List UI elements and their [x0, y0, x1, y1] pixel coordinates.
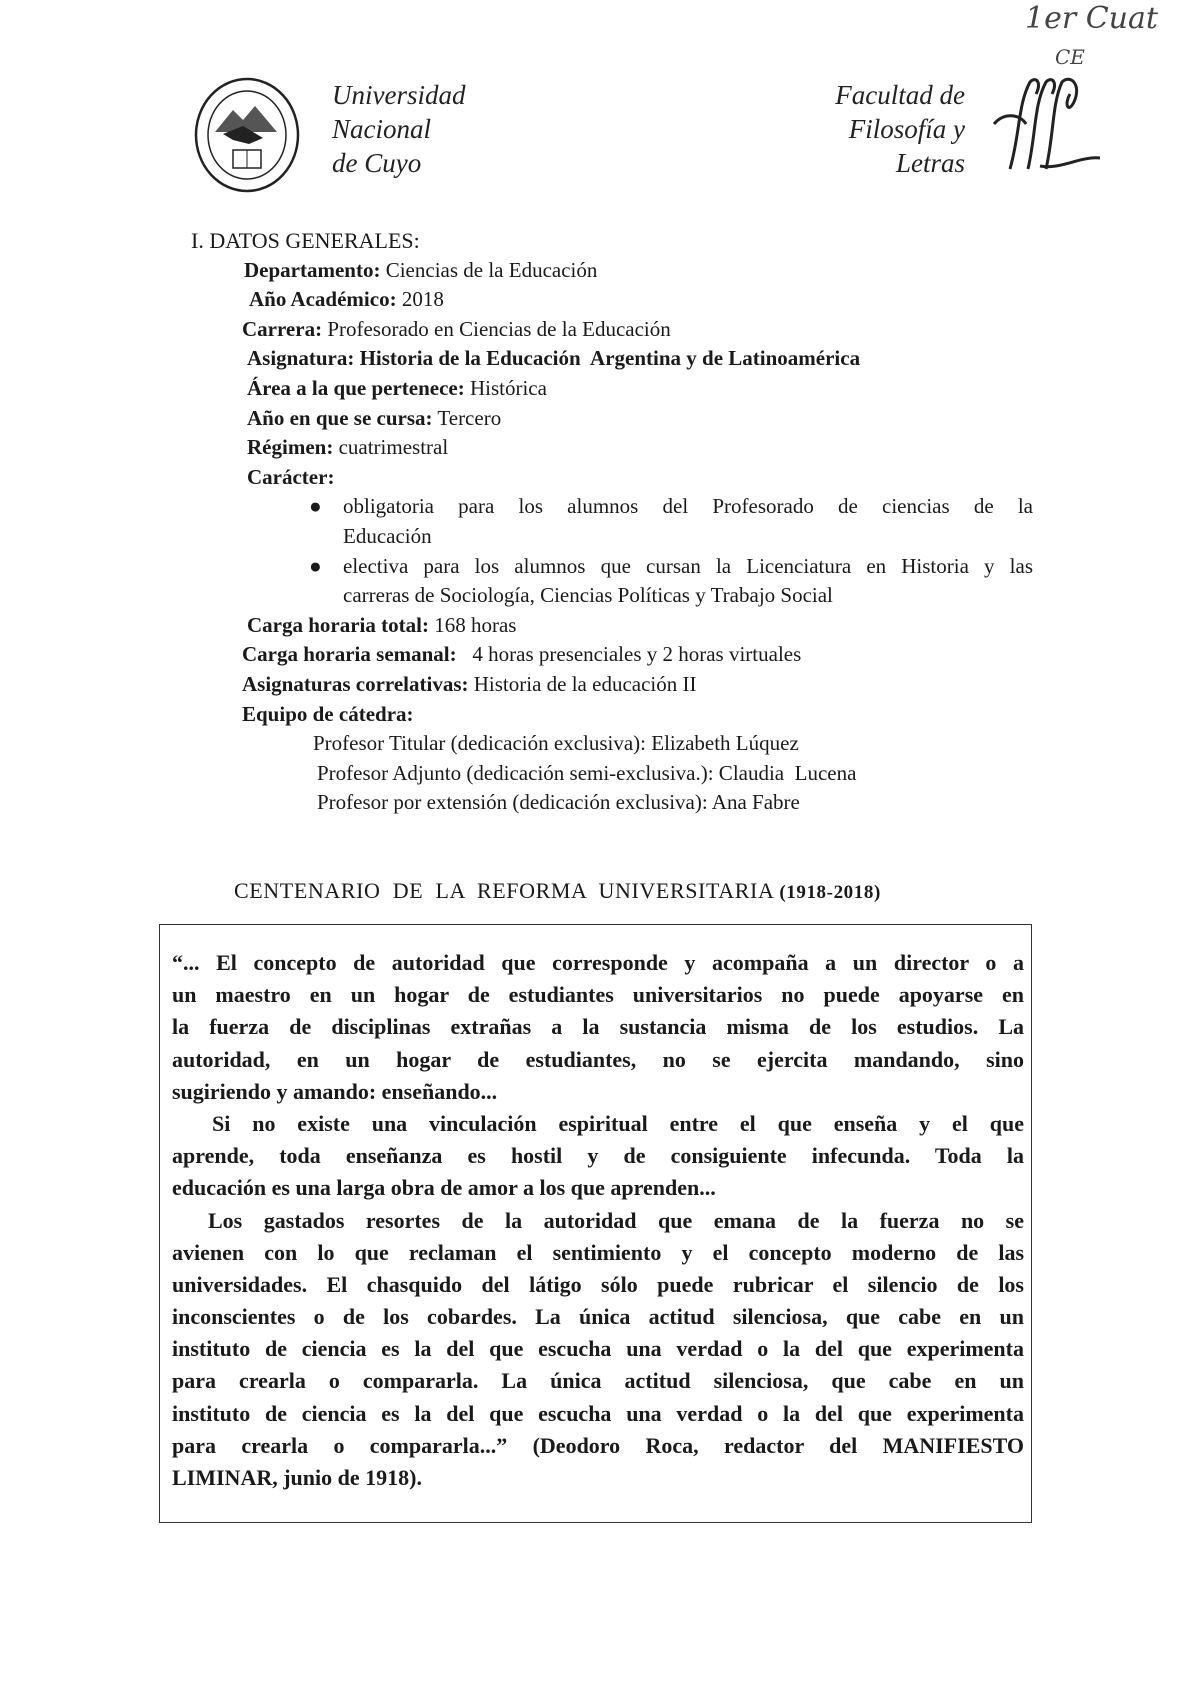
field-value: 2018: [396, 287, 444, 312]
centenario-years: (1918-2018): [779, 882, 881, 903]
university-seal-logo: [193, 76, 301, 194]
equipo-member: Profesor Titular (dedicación exclusiva): Elizabeth Lúquez: [313, 731, 799, 756]
quote-line: aprende, toda enseñanza es hostil y de consiguiente infecunda. Toda la: [172, 1143, 1024, 1169]
field-label: Carga horaria semanal:: [242, 642, 457, 667]
centenario-heading: [234, 878, 881, 904]
field-value: Historia de la educación II: [468, 671, 697, 696]
caracter-item: [309, 552, 1033, 582]
university-name-line: Universidad: [332, 80, 466, 110]
quote-box: [159, 924, 1032, 1523]
manifiesto-quote: [172, 947, 1024, 1494]
field-label: Año en que se cursa:: [247, 405, 433, 430]
field-label: Año Académico:: [249, 287, 397, 312]
quote-line: la fuerza de disciplinas extrañas a la sustancia misma de los estudios. La: [172, 1014, 1024, 1040]
field-anio-cursa: [247, 404, 1051, 434]
quote-line: un maestro en un hogar de estudiantes universitarios no puede apoyarse en: [172, 982, 1024, 1008]
caracter-item-text: electiva para los alumnos que cursan la Licenciatura en Historia y las: [343, 553, 1033, 578]
quote-line: educación es una larga obra de amor a los que aprenden...: [172, 1175, 716, 1201]
field-value: Histórica: [464, 375, 547, 400]
university-name-line: de Cuyo: [332, 148, 422, 178]
quote-line: instituto de ciencia es la del que escucha una verdad o la del que experimenta: [172, 1336, 1024, 1362]
quote-line: para crearla o compararla...” (Deodoro Roca, redactor del MANIFIESTO: [172, 1432, 1024, 1458]
field-caracter: [247, 463, 1051, 493]
quote-line: LIMINAR, junio de 1918).: [172, 1465, 422, 1490]
field-area: [247, 374, 1051, 404]
field-value: Tercero: [432, 405, 502, 430]
faculty-name: [795, 78, 965, 180]
field-anio-academico: [249, 285, 1051, 315]
field-value: 4 horas presenciales y 2 horas virtuales: [456, 642, 802, 667]
quote-line: universidades. El chasquido del látigo sólo puede rubricar el silencio de los: [172, 1271, 1024, 1297]
field-value: Historia de la Educación Argentina y de Latinoamérica: [354, 346, 861, 371]
quote-line: sugiriendo y amando: enseñando...: [172, 1078, 498, 1104]
field-label: Equipo de cátedra:: [242, 701, 414, 726]
field-label: Régimen:: [247, 435, 334, 460]
datos-generales-section: [191, 226, 1051, 818]
caracter-item: [309, 492, 1033, 522]
field-equipo: [242, 700, 1051, 730]
field-label: Área a la que pertenece:: [247, 375, 465, 400]
field-correlativas: [242, 670, 1051, 700]
equipo-member: Profesor Adjunto (dedicación semi-exclusiva.): Claudia Lucena: [317, 760, 857, 785]
field-label: Asignatura:: [247, 346, 355, 371]
caracter-item-text: obligatoria para los alumnos del Profesorado de ciencias de la: [343, 494, 1033, 519]
quote-line: inconscientes o de los cobardes. La única actitud silenciosa, que cabe en un: [172, 1304, 1024, 1330]
field-carga-total: [247, 611, 1051, 641]
field-asignatura: [247, 344, 1051, 374]
field-label: Departamento:: [244, 257, 381, 282]
quote-line: “... El concepto de autoridad que corresponde y acompaña a un director o a: [172, 950, 1024, 975]
faculty-name-line: Facultad de: [835, 80, 965, 110]
quote-line: Los gastados resortes de la autoridad que emana de la fuerza no se: [208, 1207, 1024, 1233]
quote-line: para crearla o compararla. La única actitud silenciosa, que cabe en un: [172, 1368, 1024, 1394]
field-value: cuatrimestral: [333, 435, 449, 460]
field-label: Asignaturas correlativas:: [242, 671, 469, 696]
field-value: Ciencias de la Educación: [380, 257, 598, 282]
quote-line: avienen con lo que reclaman el sentimiento y el concepto moderno de las: [172, 1239, 1024, 1265]
quote-line: instituto de ciencia es la del que escucha una verdad o la del que experimenta: [172, 1400, 1024, 1426]
field-label: Carrera:: [242, 316, 323, 341]
section-heading: I. DATOS GENERALES:: [191, 228, 420, 253]
bullet-icon: ●: [309, 494, 322, 519]
caracter-item-cont: carreras de Sociología, Ciencias Políticas y Trabajo Social: [343, 583, 833, 608]
university-name-line: Nacional: [332, 114, 431, 144]
university-name: [332, 78, 465, 180]
field-regimen: [247, 433, 1051, 463]
field-label: Carácter:: [247, 464, 335, 489]
centenario-title: CENTENARIO DE LA REFORMA UNIVERSITARIA: [234, 878, 780, 903]
bullet-icon: ●: [309, 553, 322, 578]
caracter-item-cont: Educación: [343, 523, 432, 548]
field-value: Profesorado en Ciencias de la Educación: [322, 316, 671, 341]
quote-line: autoridad, en un hogar de estudiantes, no se ejercita mandando, sino: [172, 1046, 1024, 1072]
field-carrera: [242, 315, 1051, 345]
field-departamento: [244, 256, 1051, 286]
equipo-member: Profesor por extensión (dedicación exclusiva): Ana Fabre: [317, 790, 800, 815]
field-carga-semanal: [242, 640, 1051, 670]
faculty-name-line: Letras: [895, 148, 965, 178]
field-value: 168 horas: [428, 612, 517, 637]
faculty-ffl-logo: [990, 74, 1105, 174]
handwritten-annotation: 1er Cuat: [1025, 1, 1158, 36]
faculty-name-line: Filosofía y: [848, 114, 965, 144]
quote-line: Si no existe una vinculación espiritual entre el que enseña y el que: [212, 1110, 1024, 1136]
handwritten-annotation-ce: CE: [1055, 45, 1085, 69]
field-label: Carga horaria total:: [247, 612, 429, 637]
